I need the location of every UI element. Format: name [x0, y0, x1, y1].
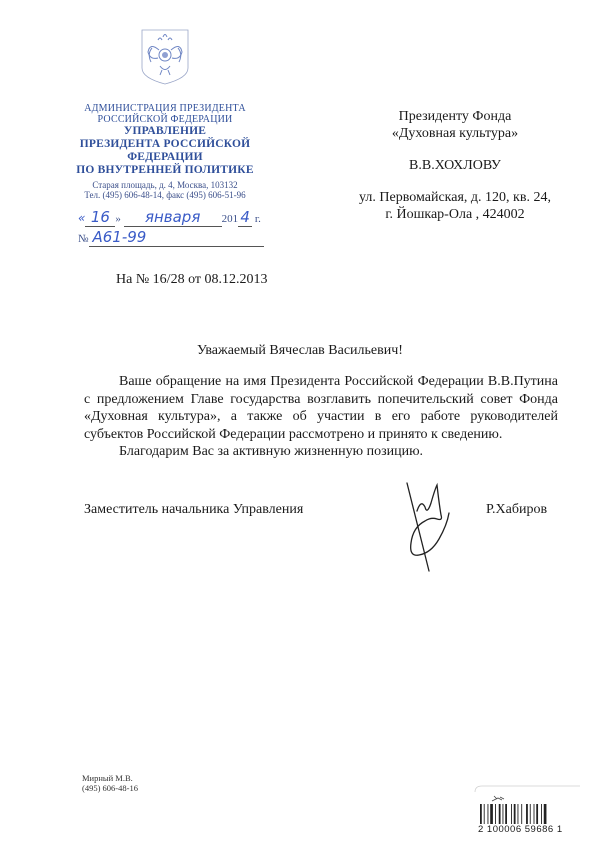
- letterhead-phones: Тел. (495) 606-48-14, факс (495) 606-51-96: [84, 190, 246, 200]
- reference-number: На № 16/28 от 08.12.2013: [116, 272, 268, 287]
- department-header: [60, 125, 270, 177]
- quote-open: «: [78, 211, 86, 225]
- date-year-digit: 4: [238, 208, 252, 227]
- department-line1: УПРАВЛЕНИЕ: [123, 125, 207, 137]
- barcode-bar: [518, 804, 519, 824]
- barcode-bar: [490, 804, 493, 824]
- quote-close: »: [115, 213, 121, 225]
- registration-number: [78, 228, 273, 244]
- barcode-bar: [480, 804, 482, 824]
- barcode-bar: [514, 804, 516, 824]
- barcode-bar: [505, 804, 507, 824]
- barcode-bar: [530, 804, 531, 824]
- addressee-name: В.В.ХОХЛОВУ: [409, 158, 501, 173]
- barcode-bar: [484, 804, 485, 824]
- barcode-bar: [495, 804, 496, 824]
- addressee-city: г. Йошкар-Ола , 424002: [385, 207, 525, 222]
- department-line3: ПО ВНУТРЕННЕЙ ПОЛИТИКЕ: [76, 164, 254, 176]
- administration-header: [60, 103, 270, 125]
- letterhead-address: Старая площадь, д. 4, Москва, 103132: [92, 180, 238, 190]
- department-line2: ПРЕЗИДЕНТА РОССИЙСКОЙ ФЕДЕРАЦИИ: [79, 138, 251, 163]
- barcode-bar: [544, 804, 547, 824]
- letterhead-line1: АДМИНИСТРАЦИЯ ПРЕЗИДЕНТА: [84, 103, 246, 114]
- barcode-bar: [499, 804, 501, 824]
- body-paragraph-1: Ваше обращение на имя Президента Российской Федерации В.В.Путина с предложением Главе государства возглавить попечительский совет Фонда «Духовная культура», а также об участии в его работе руководителей субъектов Российской Федерации рассмотрено и принято к сведению.: [84, 374, 558, 442]
- barcode-bar: [534, 804, 535, 824]
- barcode-number: 2 100006 59686 1: [478, 824, 563, 835]
- signatory-name: Р.Хабиров: [486, 502, 548, 517]
- barcode-bar: [511, 804, 512, 824]
- year-prefix: 201: [221, 213, 239, 225]
- executor-info: [82, 773, 138, 793]
- barcode-bar: [526, 804, 528, 824]
- letter-body: [84, 373, 558, 461]
- barcode-bar: [536, 804, 538, 824]
- executor-name: Мирный М.В.: [82, 773, 133, 783]
- executor-phone: (495) 606-48-16: [82, 783, 138, 793]
- barcode-bar: [503, 804, 504, 824]
- coat-of-arms-emblem: [140, 28, 190, 86]
- letterhead-contacts: [60, 180, 270, 200]
- date-day: 16: [85, 208, 115, 227]
- addressee-line1: Президенту Фонда: [398, 109, 512, 124]
- date-month: января: [124, 208, 222, 227]
- handwritten-signature: [395, 473, 475, 573]
- addressee-block: [340, 108, 570, 223]
- registration-date: [78, 208, 273, 224]
- barcode-bar: [521, 804, 522, 824]
- number-value: А61-99: [89, 228, 264, 247]
- addressee-street: ул. Первомайская, д. 120, кв. 24,: [359, 190, 551, 205]
- year-suffix: г.: [254, 213, 261, 225]
- greeting: Уважаемый Вячеслав Васильевич!: [197, 343, 403, 358]
- barcode-bar: [541, 804, 542, 824]
- signatory-title: Заместитель начальника Управления: [84, 502, 304, 517]
- body-paragraph-2: Благодарим Вас за активную жизненную позицию.: [119, 444, 424, 459]
- addressee-line2: «Духовная культура»: [391, 126, 519, 141]
- letterhead-line2: РОССИЙСКОЙ ФЕДЕРАЦИИ: [97, 114, 233, 125]
- barcode-bar: [488, 804, 489, 824]
- number-label: №: [78, 233, 89, 245]
